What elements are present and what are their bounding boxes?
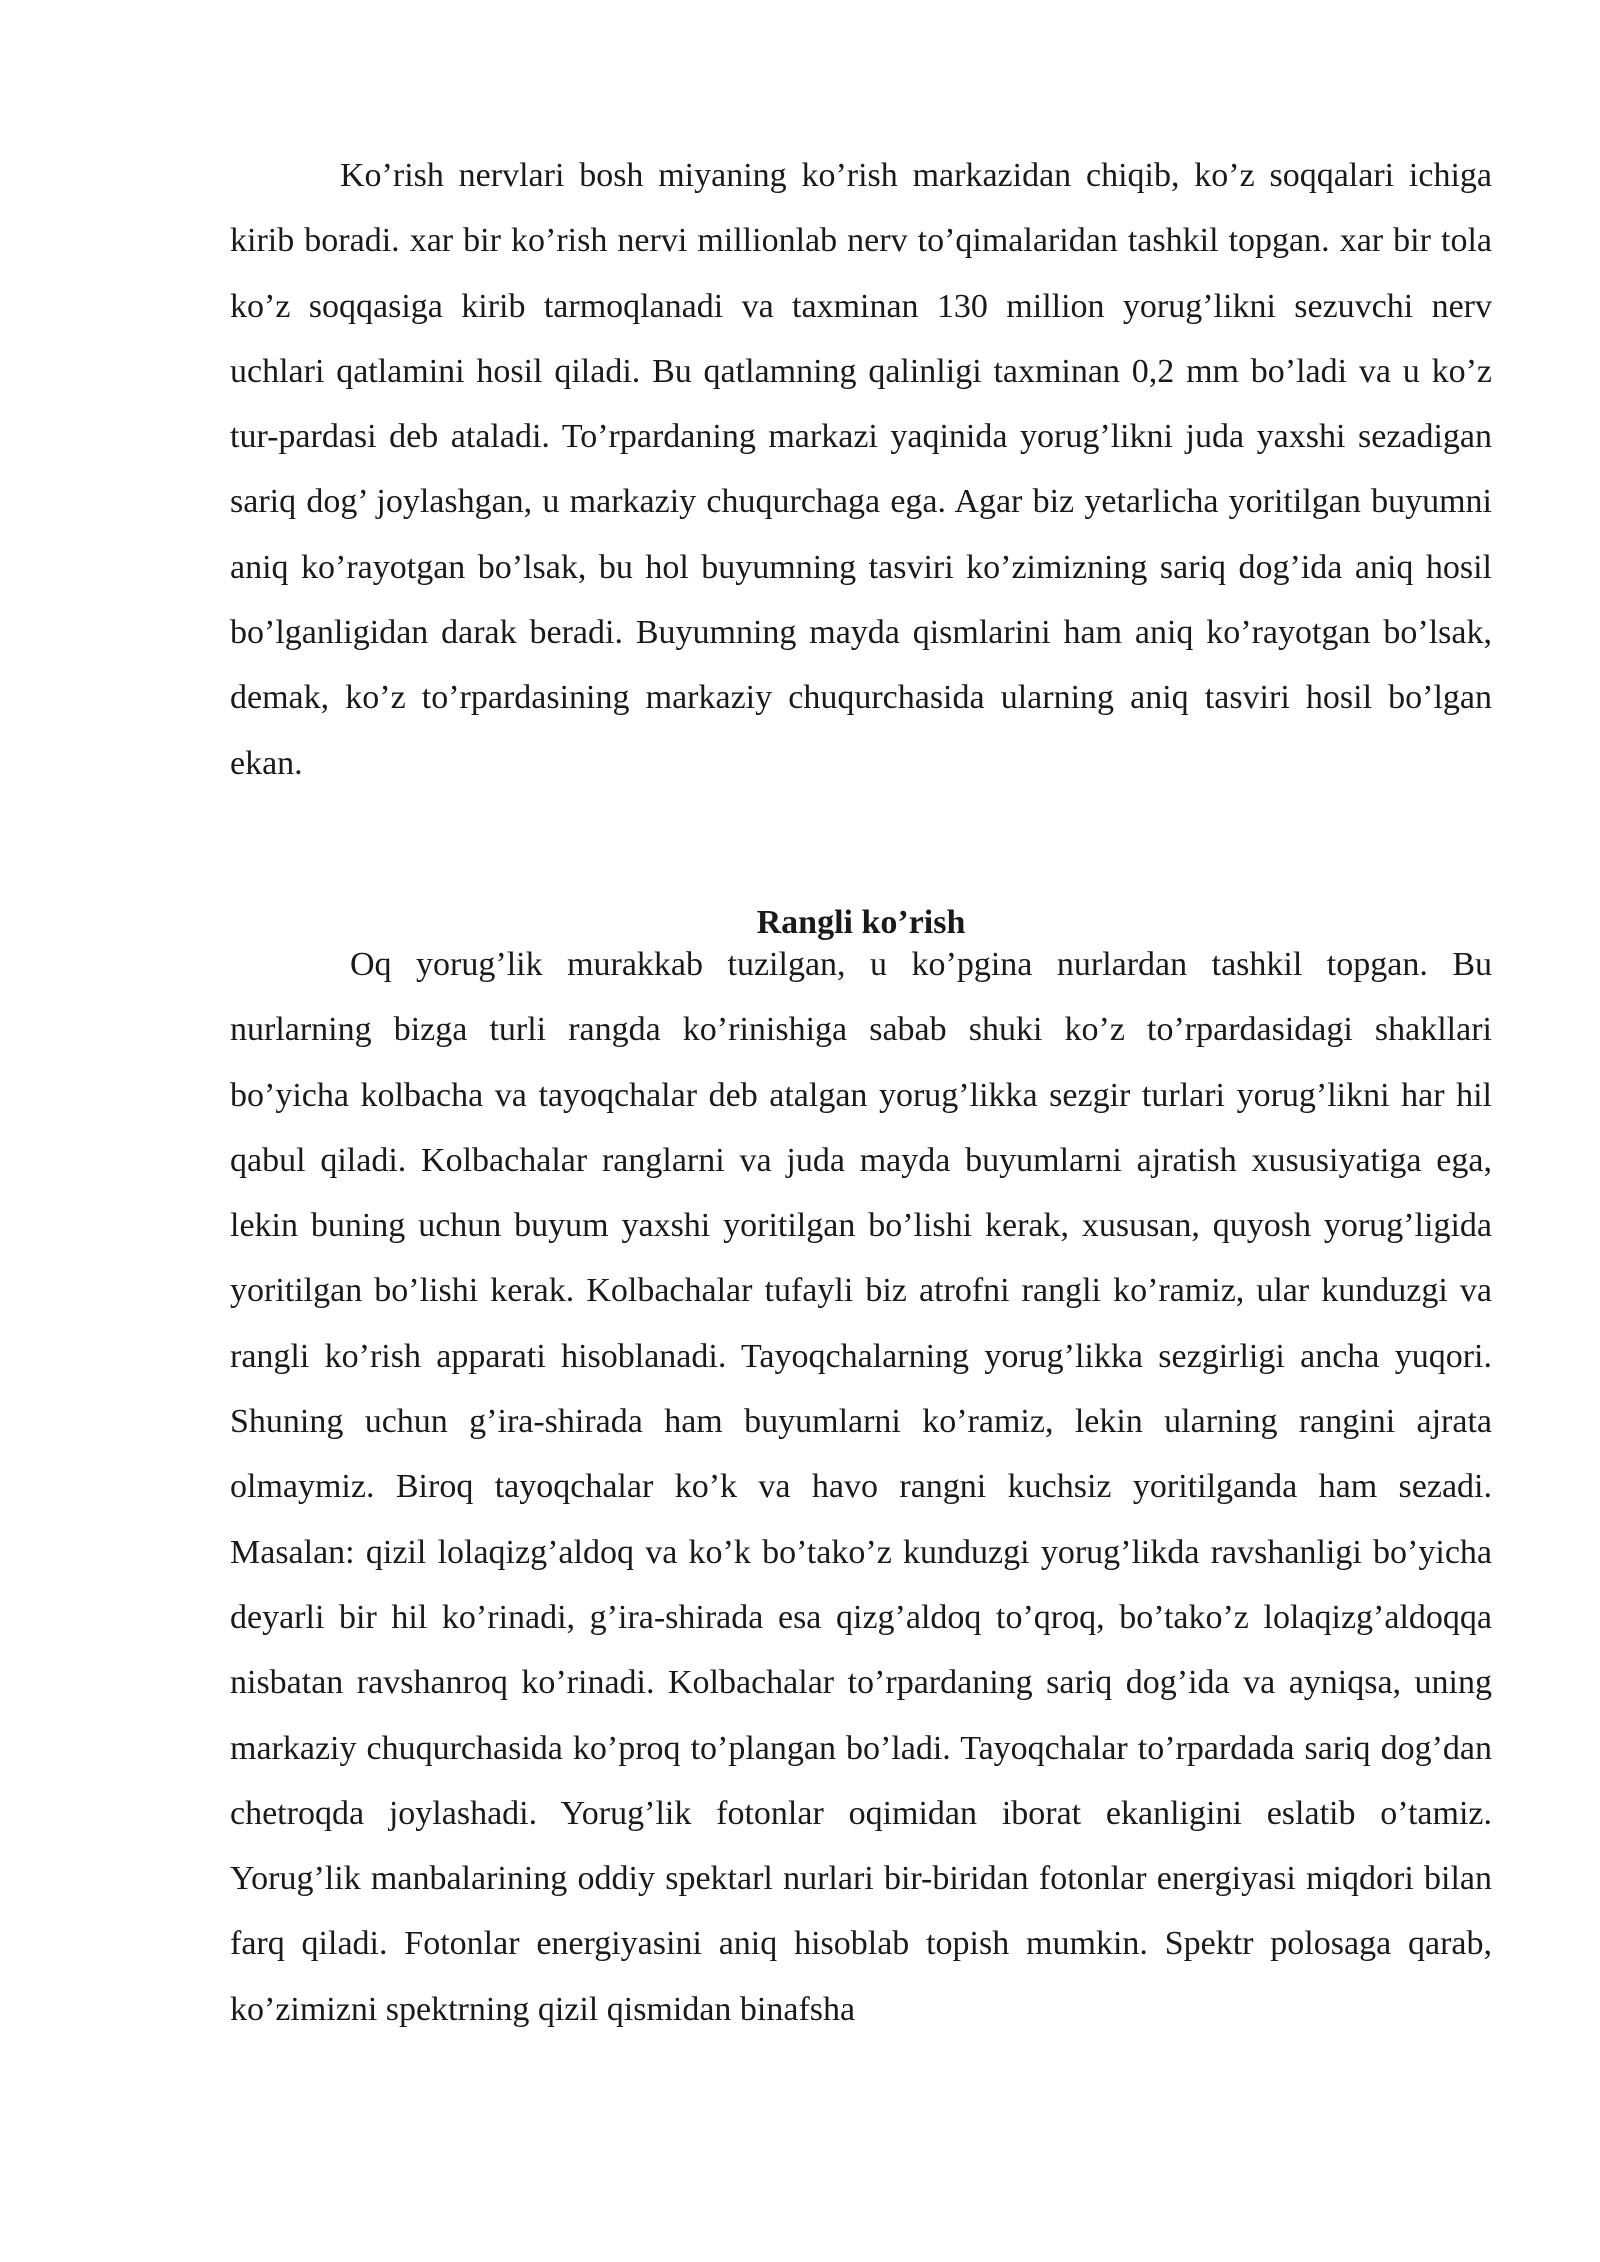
paragraph-optic-nerves: Ko’rish nervlari bosh miyaning ko’rish markazidan chiqib, ko’z soqqalari ichiga kirib boradi. xar bir ko’rish nervi millionlab nerv to’qimalaridan tashkil topgan. xar bir tola ko’z soqqasiga kirib tarmoqlanadi va taxminan 130 million yorug’likni sezuvchi nerv uchlari qatlamini hosil qiladi. Bu qatlamning qalinligi taxminan 0,2 mm bo’ladi va u ko’z tur-pardasi deb ataladi. To’rpardaning markazi yaqinida yorug’likni juda yaxshi sezadigan sariq dog’ joylashgan, u markaziy chuqurchaga ega. Agar biz yetarlicha yoritilgan buyumni aniq ko’rayotgan bo’lsak, bu hol buyumning tasviri ko’zimizning sariq dog’ida aniq hosil bo’lganligidan darak beradi. Buyumning mayda qismlarini ham aniq ko’rayotgan bo’lsak, demak, ko’z to’rpardasining markaziy chuqurchasida ularning aniq tasviri hosil bo’lgan ekan.	[230, 157, 1492, 782]
paragraph-color-vision: Oq yorug’lik murakkab tuzilgan, u ko’pgina nurlardan tashkil topgan. Bu nurlarning bizga turli rangda ko’rinishiga sabab shuki ko’z to’rpardasidagi shakllari bo’yicha kolbacha va tayoqchalar deb atalgan yorug’likka sezgir turlari yorug’likni har hil qabul qiladi. Kolbachalar ranglarni va juda mayda buyumlarni ajratish xususiyatiga ega, lekin buning uchun buyum yaxshi yoritilgan bo’lishi kerak, xususan, quyosh yorug’ligida yoritilgan bo’lishi kerak. Kolbachalar tufayli biz atrofni rangli ko’ramiz, ular kunduzgi va rangli ko’rish apparati hisoblanadi. Tayoqchalarning yorug’likka sezgirligi ancha yuqori. Shuning uchun g’ira-shirada ham buyumlarni ko’ramiz, lekin ularning rangini ajrata olmaymiz. Biroq tayoqchalar ko’k va havo rangni kuchsiz yoritilganda ham sezadi. Masalan: qizil lolaqizg’aldoq va ko’k bo’tako’z kunduzgi yorug’likda ravshanligi bo’yicha deyarli bir hil ko’rinadi, g’ira-shirada esa qizg’aldoq to’qroq, bo’tako’z lolaqizg’aldoqqa nisbatan ravshanroq ko’rinadi. Kolbachalar to’rpardaning sariq dog’ida va ayniqsa, uning markaziy chuqurchasida ko’proq to’plangan bo’ladi. Tayoqchalar to’rpardada sariq dog’dan chetroqda joylashadi. Yorug’lik fotonlar oqimidan iborat ekanligini eslatib o’tamiz. Yorug’lik manbalarining oddiy spektarl nurlari bir-biridan fotonlar energiyasi miqdori bilan farq qiladi. Fotonlar energiyasini aniq hisoblab topish mumkin. Spektr polosaga qarab, ko’zimizni spektrning qizil qismidan binafsha	[230, 946, 1492, 2028]
section-heading-color-vision: Rangli ko’rish	[756, 904, 966, 942]
